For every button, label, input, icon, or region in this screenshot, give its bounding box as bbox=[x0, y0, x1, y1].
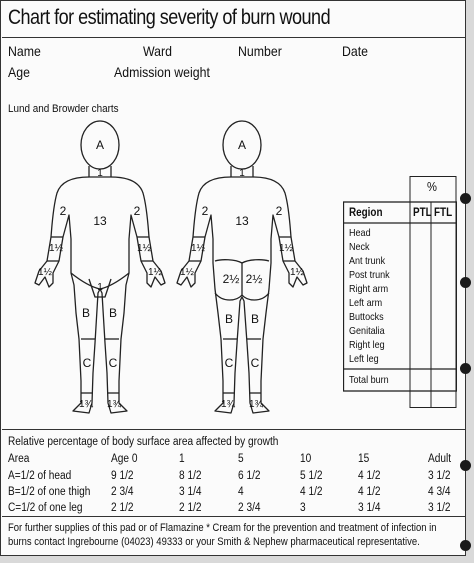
growth-row-value: 3 bbox=[300, 502, 306, 514]
front-hand-right-label: 1½ bbox=[38, 267, 52, 278]
growth-row-value: 4 1/2 bbox=[358, 470, 381, 482]
growth-row-value: 2 1/2 bbox=[111, 502, 134, 514]
front-foot-right-label: 1¾ bbox=[79, 399, 93, 410]
region-row-label: Right leg bbox=[349, 339, 385, 351]
back-neck-label: 1 bbox=[239, 168, 245, 179]
growth-header-age1: 1 bbox=[179, 453, 185, 465]
region-column-header: Region bbox=[349, 207, 383, 219]
back-trunk-label: 13 bbox=[235, 214, 249, 228]
growth-row-area: A=1/2 of head bbox=[8, 470, 72, 482]
ptl-column-header: PTL bbox=[413, 207, 432, 219]
binder-hole bbox=[460, 460, 471, 471]
back-upper-arm-left-label: 2 bbox=[275, 204, 283, 218]
front-head-label: A bbox=[95, 138, 105, 152]
growth-row-value: 4 1/2 bbox=[300, 486, 323, 498]
growth-header-area: Area bbox=[8, 453, 30, 465]
back-body-figure bbox=[177, 121, 307, 413]
binder-hole bbox=[460, 193, 471, 204]
front-hand-left-label: 1½ bbox=[148, 267, 162, 278]
growth-header-age5: 5 bbox=[238, 453, 244, 465]
region-row-label: Neck bbox=[349, 241, 370, 253]
back-thigh-left-label: B bbox=[250, 312, 260, 326]
growth-row-value: 3 1/2 bbox=[428, 502, 451, 514]
front-trunk-label: 13 bbox=[93, 214, 107, 228]
growth-row-value: 9 1/2 bbox=[111, 470, 134, 482]
back-forearm-right-label: 1½ bbox=[191, 243, 205, 254]
front-leg-left-label: C bbox=[108, 356, 118, 370]
back-foot-right-label: 1¾ bbox=[221, 399, 235, 410]
number-field-label: Number bbox=[238, 43, 282, 59]
growth-row-value: 2 1/2 bbox=[179, 502, 202, 514]
ftl-column-header: FTL bbox=[434, 207, 453, 219]
growth-row-value: 2 3/4 bbox=[238, 502, 261, 514]
region-row-label: Post trunk bbox=[349, 269, 390, 281]
total-burn-label: Total burn bbox=[349, 374, 389, 386]
name-field-label: Name bbox=[8, 43, 41, 59]
footer-rule bbox=[2, 516, 465, 517]
body-diagrams bbox=[1, 111, 341, 429]
back-buttock-left-label: 2½ bbox=[245, 272, 263, 286]
growth-header-age0: Age 0 bbox=[111, 453, 138, 465]
growth-row-value: 4 1/2 bbox=[358, 486, 381, 498]
binder-hole bbox=[460, 363, 471, 374]
growth-row-value: 2 3/4 bbox=[111, 486, 134, 498]
back-thigh-right-label: B bbox=[224, 312, 234, 326]
region-row-label: Left arm bbox=[349, 297, 383, 309]
region-row-label: Buttocks bbox=[349, 311, 384, 323]
region-percentage-table bbox=[343, 176, 457, 408]
back-leg-left-label: C bbox=[250, 356, 260, 370]
growth-row-value: 6 1/2 bbox=[238, 470, 261, 482]
front-forearm-right-label: 1½ bbox=[49, 243, 63, 254]
title-rule bbox=[2, 37, 465, 38]
lund-browder-heading: Lund and Browder charts bbox=[8, 103, 119, 115]
growth-row-value: 5 1/2 bbox=[300, 470, 323, 482]
front-neck-label: 1 bbox=[97, 168, 103, 179]
growth-row-area: B=1/2 of one thigh bbox=[8, 486, 91, 498]
growth-header-age15: 15 bbox=[358, 453, 370, 465]
back-hand-left-label: 1½ bbox=[290, 267, 304, 278]
back-forearm-left-label: 1½ bbox=[279, 243, 293, 254]
admission-weight-field-label: Admission weight bbox=[114, 64, 210, 80]
front-thigh-left-label: B bbox=[108, 306, 118, 320]
growth-header-age10: 10 bbox=[300, 453, 312, 465]
front-foot-left-label: 1¾ bbox=[107, 399, 121, 410]
percent-symbol: % bbox=[427, 179, 437, 194]
front-genital-label: 1 bbox=[97, 282, 103, 293]
front-thigh-right-label: B bbox=[81, 306, 91, 320]
binder-hole bbox=[460, 277, 471, 288]
growth-row-value: 3 1/4 bbox=[179, 486, 202, 498]
back-leg-right-label: C bbox=[224, 356, 234, 370]
region-row-label: Left leg bbox=[349, 353, 379, 365]
region-row-label: Head bbox=[349, 227, 371, 239]
front-leg-right-label: C bbox=[82, 356, 92, 370]
footer-note: For further supplies of this pad or of Flamazine * Cream for the prevention and treatment of infection in burns contact Ingrebourne (04023) 49333 or your Smith & Nephew pharmaceutical representative. bbox=[8, 522, 437, 548]
back-head-label: A bbox=[237, 138, 247, 152]
back-upper-arm-right-label: 2 bbox=[201, 204, 209, 218]
region-row-label: Ant trunk bbox=[349, 255, 386, 267]
region-row-label: Right arm bbox=[349, 283, 389, 295]
back-buttock-right-label: 2½ bbox=[222, 272, 240, 286]
front-forearm-left-label: 1½ bbox=[137, 243, 151, 254]
growth-header-adult: Adult bbox=[428, 453, 452, 465]
growth-table-caption: Relative percentage of body surface area affected by growth bbox=[8, 436, 279, 448]
growth-row-value: 3 1/2 bbox=[428, 470, 451, 482]
back-hand-right-label: 1½ bbox=[180, 267, 194, 278]
growth-row-area: C=1/2 of one leg bbox=[8, 502, 83, 514]
front-upper-arm-right-label: 2 bbox=[59, 204, 67, 218]
page-title: Chart for estimating severity of burn wound bbox=[8, 6, 331, 29]
region-row-label: Genitalia bbox=[349, 325, 385, 337]
age-field-label: Age bbox=[8, 64, 30, 80]
front-body-figure bbox=[35, 121, 165, 413]
growth-section-rule bbox=[2, 429, 465, 430]
ward-field-label: Ward bbox=[143, 43, 172, 59]
growth-row-value: 8 1/2 bbox=[179, 470, 202, 482]
growth-row-value: 4 3/4 bbox=[428, 486, 451, 498]
growth-row-value: 4 bbox=[238, 486, 244, 498]
date-field-label: Date bbox=[342, 43, 369, 59]
front-upper-arm-left-label: 2 bbox=[133, 204, 141, 218]
binder-hole bbox=[460, 540, 471, 551]
back-foot-left-label: 1¾ bbox=[249, 399, 263, 410]
growth-row-value: 3 1/4 bbox=[358, 502, 381, 514]
